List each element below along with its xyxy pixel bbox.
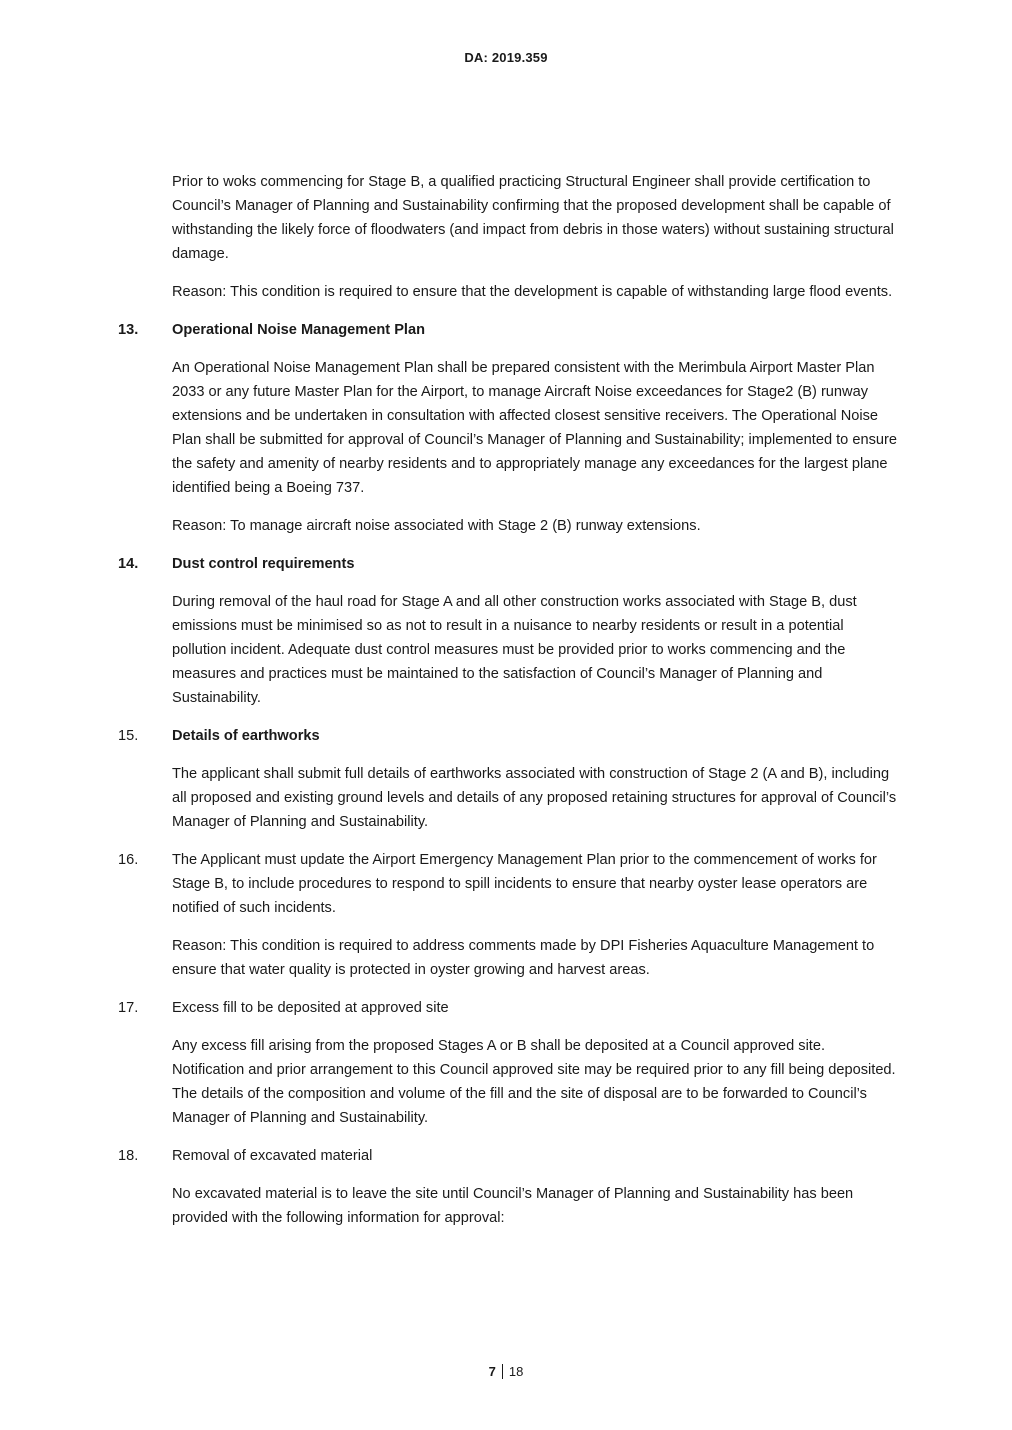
condition-number: 13. [118,322,139,338]
condition-16-reason: Reason: This condition is required to address comments made by DPI Fisheries Aquaculture Management to ensure that water quality is protected in oyster growing and harvest areas. [172,938,875,978]
structural-certification-paragraph: Prior to woks commencing for Stage B, a qualified practicing Structural Engineer shall provide certification to Council’s Manager of Planning and Sustainability confirming that the proposed development shall be capable of withstanding the likely force of floodwaters (and impact from debris in those waters) without sustaining structural damage. [172,174,894,262]
condition-16-heading [118,848,898,920]
condition-15-paragraph: The applicant shall submit full details of earthworks associated with construction of Stage 2 (A and B), including all proposed and existing ground levels and details of any proposed retaining structures for approval of Council’s Manager of Planning and Sustainability. [172,766,897,830]
document-body [118,170,898,1244]
condition-title: Details of earthworks [172,728,320,744]
page-footer [0,1364,1012,1379]
condition-17-heading [118,996,898,1020]
condition-title: Dust control requirements [172,556,355,572]
page-total: 18 [508,1364,524,1379]
condition-title: Operational Noise Management Plan [172,322,426,338]
da-number-header: DA: 2019.359 [464,50,548,65]
condition-18-heading [118,1144,898,1168]
condition-number: 18. [118,1148,139,1164]
condition-15-heading [118,724,898,748]
condition-14-heading [118,552,898,576]
condition-14-paragraph: During removal of the haul road for Stage A and all other construction works associated with Stage B, dust emissions must be minimised so as not to result in a nuisance to nearby residents or result in a potential pollution incident. Adequate dust control measures must be provided prior to works commencing and the measures and practices must be maintained to the satisfaction of Council’s Manager of Planning and Sustainability. [172,594,857,706]
condition-13-paragraph: An Operational Noise Management Plan shall be prepared consistent with the Merimbula Airport Master Plan 2033 or any future Master Plan for the Airport, to manage Aircraft Noise exceedances for Stage2 (B) runway extensions and be undertaken in consultation with affected closest sensitive receivers. The Operational Noise Plan shall be submitted for approval of Council’s Manager of Planning and Sustainability; implemented to ensure the safety and amenity of nearby residents and to appropriately manage any exceedances for the largest plane identified being a Boeing 737. [172,360,897,496]
condition-title: Excess fill to be deposited at approved site [172,1000,449,1016]
footer-divider [502,1364,503,1379]
condition-18-paragraph: No excavated material is to leave the site until Council’s Manager of Planning and Sustainability has been provided with the following information for approval: [172,1186,854,1226]
condition-number: 15. [118,728,139,744]
condition-text: The Applicant must update the Airport Emergency Management Plan prior to the commencement of works for Stage B, to include procedures to respond to spill incidents to ensure that nearby oyster lease operators are notified of such incidents. [172,852,877,916]
condition-13-reason: Reason: To manage aircraft noise associated with Stage 2 (B) runway extensions. [172,518,701,534]
condition-number: 16. [118,852,139,868]
page-number: 7 [488,1364,496,1379]
condition-number: 17. [118,1000,139,1016]
structural-reason-paragraph: Reason: This condition is required to ensure that the development is capable of withstanding large flood events. [172,284,893,300]
condition-17-paragraph: Any excess fill arising from the proposed Stages A or B shall be deposited at a Council approved site. Notification and prior arrangement to this Council approved site may be required prior to any fill being deposited. The details of the composition and volume of the fill and the site of disposal are to be forwarded to Council’s Manager of Planning and Sustainability. [172,1038,896,1126]
condition-13-heading [118,318,898,342]
condition-number: 14. [118,556,139,572]
condition-title: Removal of excavated material [172,1148,373,1164]
